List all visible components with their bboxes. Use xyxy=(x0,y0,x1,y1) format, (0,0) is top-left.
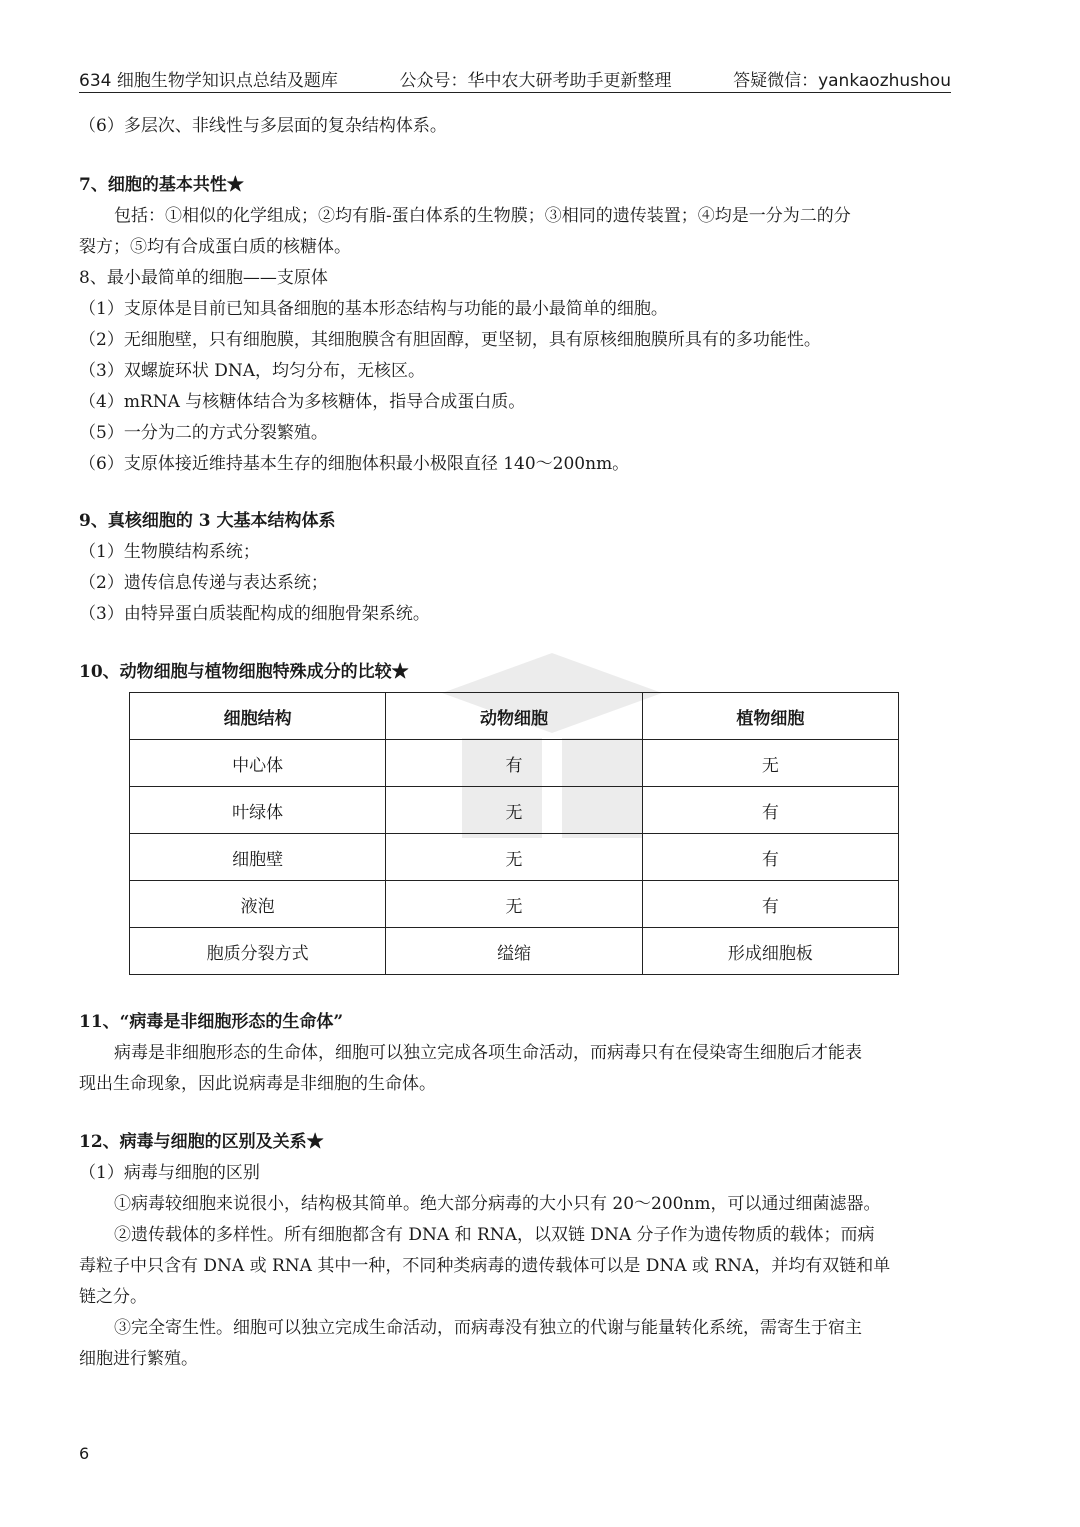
sec9-item-1: （1）生物膜结构系统； xyxy=(79,542,260,562)
sec11-title: 11、“病毒是非细胞形态的生命体” xyxy=(79,1012,344,1032)
sec8-item-6: （6）支原体接近维持基本生存的细胞体积最小极限直径 140～200nm。 xyxy=(79,454,630,474)
sec8-item-2: （2）无细胞壁，只有细胞膜，其细胞膜含有胆固醇，更坚韧，具有原核细胞膜所具有的多功能性。 xyxy=(79,330,821,350)
sec12-title: 12、病毒与细胞的区别及关系★ xyxy=(79,1132,324,1152)
sec8-title: 8、最小最简单的细胞——支原体 xyxy=(79,268,328,288)
table-row xyxy=(130,834,899,881)
table-cell: 缢缩 xyxy=(386,928,642,975)
header-left: 634 细胞生物学知识点总结及题库 xyxy=(79,70,338,91)
table-header-cell: 动物细胞 xyxy=(386,693,642,740)
table-cell: 叶绿体 xyxy=(130,787,386,834)
table-cell: 液泡 xyxy=(130,881,386,928)
page-number: 6 xyxy=(79,1444,90,1463)
sec7-body-1: 包括：①相似的化学组成；②均有脂-蛋白体系的生物膜；③相同的遗传装置；④均是一分为二的分 xyxy=(114,206,851,226)
sec8-item-3: （3）双螺旋环状 DNA，均匀分布，无核区。 xyxy=(79,361,426,381)
sec6-tail: （6）多层次、非线性与多层面的复杂结构体系。 xyxy=(79,116,447,136)
table-cell: 形成细胞板 xyxy=(642,928,898,975)
page-header xyxy=(79,66,951,93)
table-row xyxy=(130,881,899,928)
table-cell: 中心体 xyxy=(130,740,386,787)
sec12-subtitle-1: （1）病毒与细胞的区别 xyxy=(79,1163,260,1183)
header-center: 公众号：华中农大研考助手更新整理 xyxy=(399,70,672,91)
comparison-table xyxy=(129,692,899,975)
sec12-point-2c: 链之分。 xyxy=(79,1287,147,1307)
table-cell: 细胞壁 xyxy=(130,834,386,881)
table-header-cell: 植物细胞 xyxy=(642,693,898,740)
sec12-point-3a: ③完全寄生性。细胞可以独立完成生命活动，而病毒没有独立的代谢与能量转化系统，需寄生于宿主 xyxy=(114,1318,862,1338)
table-cell: 有 xyxy=(642,881,898,928)
table-header-row xyxy=(130,693,899,740)
table-row xyxy=(130,740,899,787)
sec7-body-2: 裂方；⑤均有合成蛋白质的核糖体。 xyxy=(79,237,351,257)
sec9-title: 9、真核细胞的 3 大基本结构体系 xyxy=(79,511,336,531)
table-header-cell: 细胞结构 xyxy=(130,693,386,740)
table-cell: 胞质分裂方式 xyxy=(130,928,386,975)
sec10-title: 10、动物细胞与植物细胞特殊成分的比较★ xyxy=(79,662,409,682)
header-right: 答疑微信：yankaozhushou xyxy=(733,70,951,91)
sec9-item-2: （2）遗传信息传递与表达系统； xyxy=(79,573,328,593)
table-cell: 有 xyxy=(386,740,642,787)
sec8-item-4: （4）mRNA 与核糖体结合为多核糖体，指导合成蛋白质。 xyxy=(79,392,526,412)
sec9-item-3: （3）由特异蛋白质装配构成的细胞骨架系统。 xyxy=(79,604,430,624)
table-cell: 无 xyxy=(386,787,642,834)
sec12-point-1: ①病毒较细胞来说很小，结构极其简单。绝大部分病毒的大小只有 20～200nm，可以通过细菌滤器。 xyxy=(114,1194,881,1214)
sec12-point-2a: ②遗传载体的多样性。所有细胞都含有 DNA 和 RNA，以双链 DNA 分子作为遗传物质的载体；而病 xyxy=(114,1225,875,1245)
sec8-item-1: （1）支原体是目前已知具备细胞的基本形态结构与功能的最小最简单的细胞。 xyxy=(79,299,668,319)
table-row xyxy=(130,787,899,834)
sec11-body-1: 病毒是非细胞形态的生命体，细胞可以独立完成各项生命活动，而病毒只有在侵染寄生细胞后才能表 xyxy=(114,1043,862,1063)
table-row xyxy=(130,928,899,975)
sec7-title: 7、细胞的基本共性★ xyxy=(79,175,244,195)
sec12-point-2b: 毒粒子中只含有 DNA 或 RNA 其中一种，不同种类病毒的遗传载体可以是 DNA 或 RNA，并均有双链和单 xyxy=(79,1256,891,1276)
table-cell: 无 xyxy=(642,740,898,787)
table-cell: 有 xyxy=(642,787,898,834)
table-cell: 无 xyxy=(386,881,642,928)
sec11-body-2: 现出生命现象，因此说病毒是非细胞的生命体。 xyxy=(79,1074,436,1094)
table-cell: 无 xyxy=(386,834,642,881)
sec8-item-5: （5）一分为二的方式分裂繁殖。 xyxy=(79,423,328,443)
table-cell: 有 xyxy=(642,834,898,881)
sec12-point-3b: 细胞进行繁殖。 xyxy=(79,1349,198,1369)
